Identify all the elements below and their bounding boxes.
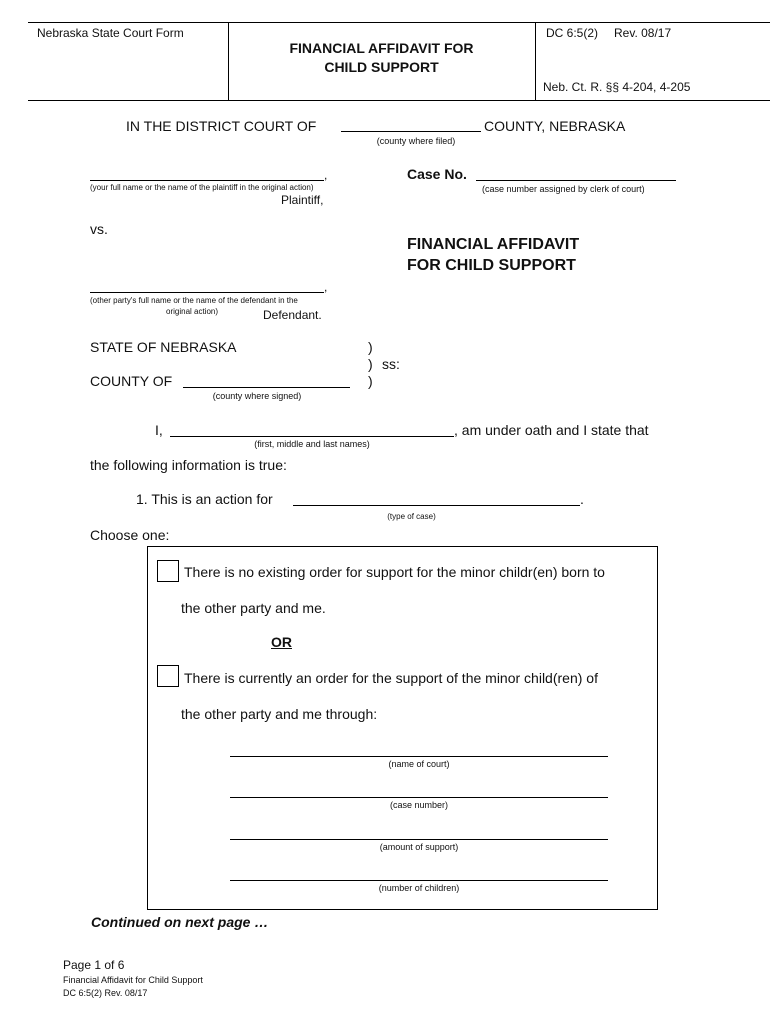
item1-period: . bbox=[580, 491, 584, 507]
plaintiff-name-field[interactable] bbox=[90, 180, 324, 181]
document-title-1: FINANCIAL AFFIDAVIT bbox=[407, 236, 580, 253]
oath-continuation: the following information is true: bbox=[90, 457, 287, 473]
header-form-title-1: FINANCIAL AFFIDAVIT FOR bbox=[289, 40, 474, 56]
county-filed-field[interactable] bbox=[341, 131, 481, 132]
defendant-name-field[interactable] bbox=[90, 292, 324, 293]
header-form-title-2: CHILD SUPPORT bbox=[324, 59, 439, 75]
order-case-number-caption: (case number) bbox=[389, 800, 449, 810]
venue-bracket-3: ) bbox=[368, 373, 373, 389]
defendant-comma: , bbox=[324, 280, 328, 294]
plaintiff-comma: , bbox=[324, 168, 328, 182]
plaintiff-caption: (your full name or the name of the plaintiff in the original action) bbox=[90, 183, 314, 192]
footer-page-number: Page 1 of 6 bbox=[63, 958, 125, 972]
county-signed-caption: (county where signed) bbox=[212, 391, 302, 401]
header-divider-right bbox=[535, 22, 536, 101]
case-number-caption: (case number assigned by clerk of court) bbox=[482, 184, 645, 194]
county-signed-field[interactable] bbox=[183, 387, 350, 388]
header-form-number: DC 6:5(2) bbox=[546, 26, 599, 40]
oath-prefix: I, bbox=[155, 422, 163, 438]
court-name-field[interactable] bbox=[230, 756, 608, 757]
or-label: OR bbox=[271, 634, 292, 650]
children-count-caption: (number of children) bbox=[378, 883, 460, 893]
header-top-rule bbox=[28, 22, 770, 23]
action-type-caption: (type of case) bbox=[387, 512, 436, 521]
court-name-caption: (name of court) bbox=[388, 759, 450, 769]
venue-bracket-2: ) bbox=[368, 356, 373, 372]
support-amount-caption: (amount of support) bbox=[379, 842, 459, 852]
venue-state: STATE OF NEBRASKA bbox=[90, 339, 237, 355]
support-amount-field[interactable] bbox=[230, 839, 608, 840]
header-rule-reference: Neb. Ct. R. §§ 4-204, 4-205 bbox=[543, 80, 691, 94]
option-existing-order-checkbox[interactable] bbox=[157, 665, 179, 687]
county-filed-caption: (county where filed) bbox=[376, 136, 456, 146]
footer-form-name: Financial Affidavit for Child Support bbox=[63, 975, 203, 985]
oath-suffix: , am under oath and I state that bbox=[454, 422, 649, 438]
venue-county-label: COUNTY OF bbox=[90, 373, 173, 389]
case-number-field[interactable] bbox=[476, 180, 676, 181]
document-title-2: FOR CHILD SUPPORT bbox=[407, 257, 576, 274]
court-suffix: COUNTY, NEBRASKA bbox=[484, 118, 626, 134]
venue-ss: ss: bbox=[382, 356, 400, 372]
venue-bracket-1: ) bbox=[368, 339, 373, 355]
case-number-label: Case No. bbox=[407, 166, 467, 182]
item1-text: 1. This is an action for bbox=[136, 491, 273, 507]
affiant-name-field[interactable] bbox=[170, 436, 454, 437]
vs-label: vs. bbox=[90, 221, 108, 237]
header-bottom-rule bbox=[28, 100, 770, 101]
option1-text-2: the other party and me. bbox=[181, 600, 326, 616]
court-prefix: IN THE DISTRICT COURT OF bbox=[126, 118, 317, 134]
option2-text-1: There is currently an order for the support of the minor child(ren) of bbox=[184, 670, 598, 686]
affiant-name-caption: (first, middle and last names) bbox=[254, 439, 370, 449]
plaintiff-label: Plaintiff, bbox=[281, 193, 324, 207]
defendant-caption-1: (other party's full name or the name of the defendant in the bbox=[90, 296, 298, 305]
footer-form-revision: DC 6:5(2) Rev. 08/17 bbox=[63, 988, 148, 998]
order-case-number-field[interactable] bbox=[230, 797, 608, 798]
option-no-existing-order-checkbox[interactable] bbox=[157, 560, 179, 582]
header-state-form: Nebraska State Court Form bbox=[37, 26, 184, 40]
defendant-label: Defendant. bbox=[263, 308, 322, 322]
children-count-field[interactable] bbox=[230, 880, 608, 881]
defendant-caption-2: original action) bbox=[166, 307, 219, 316]
option2-text-2: the other party and me through: bbox=[181, 706, 378, 722]
action-type-field[interactable] bbox=[293, 505, 580, 506]
continued-note: Continued on next page … bbox=[91, 914, 269, 930]
choose-one-label: Choose one: bbox=[90, 527, 170, 543]
option1-text-1: There is no existing order for support for the minor childr(en) born to bbox=[184, 564, 605, 580]
header-revision: Rev. 08/17 bbox=[614, 26, 672, 40]
